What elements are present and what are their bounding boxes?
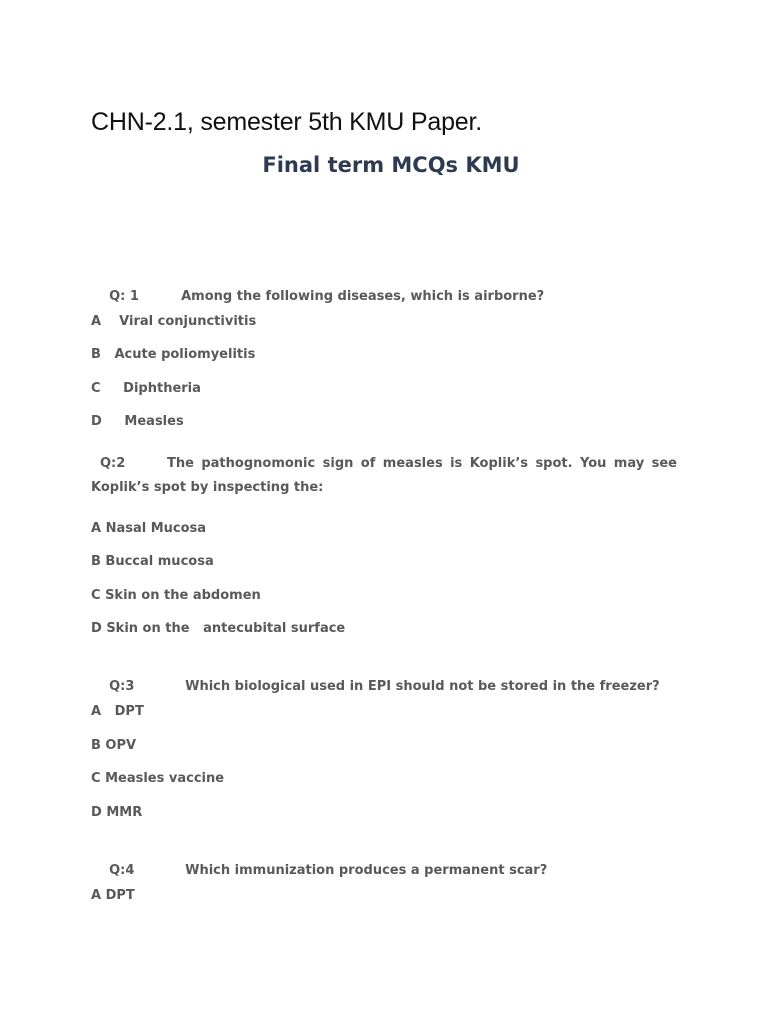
question-number: Q:4: [109, 863, 135, 878]
question-3: [91, 663, 660, 711]
question-number: Q:2: [100, 456, 126, 471]
question-2: [91, 452, 677, 500]
option-item: B OPV: [91, 738, 137, 753]
option-item: C Measles vaccine: [91, 771, 225, 786]
option-item: A Viral conjunctivitis: [91, 314, 257, 329]
option-item: D Skin on the antecubital surface: [91, 621, 346, 636]
question-text: The pathognomonic sign of measles is Koplik’s spot. You may see Koplik’s spot by inspecting the:: [91, 456, 677, 495]
question-4: [91, 847, 547, 895]
option-item: A DPT: [91, 888, 135, 903]
question-text: Which immunization produces a permanent scar?: [185, 863, 548, 878]
question-text: Which biological used in EPI should not be stored in the freezer?: [185, 679, 660, 694]
document-subtitle: Final term MCQs KMU: [262, 153, 520, 177]
question-number: Q: 1: [109, 289, 139, 304]
option-item: D MMR: [91, 805, 143, 820]
option-item: D Measles: [91, 414, 184, 429]
document-title: CHN-2.1, semester 5th KMU Paper.: [91, 108, 482, 136]
option-item: A DPT: [91, 704, 144, 719]
option-item: A Nasal Mucosa: [91, 521, 207, 536]
option-item: C Skin on the abdomen: [91, 588, 261, 603]
question-text: Among the following diseases, which is airborne?: [181, 289, 545, 304]
question-number: Q:3: [109, 679, 135, 694]
option-item: B Buccal mucosa: [91, 554, 214, 569]
option-item: B Acute poliomyelitis: [91, 347, 256, 362]
option-item: C Diphtheria: [91, 381, 201, 396]
